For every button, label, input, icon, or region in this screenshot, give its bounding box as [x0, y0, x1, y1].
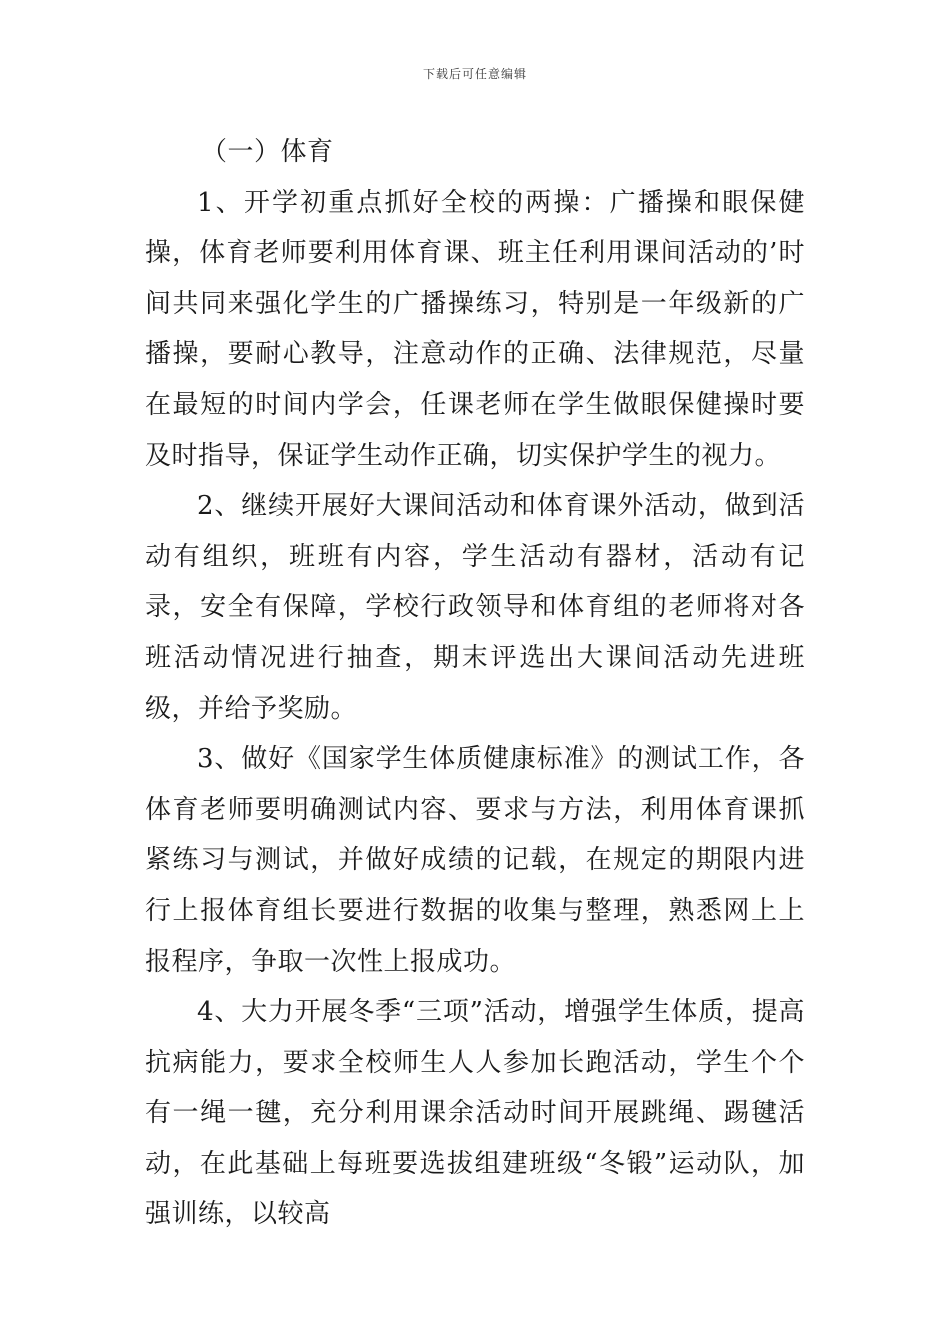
paragraph-1: 1、开学初重点抓好全校的两操：广播操和眼保健操，体育老师要利用体育课、班主任利用课间活动的’时间共同来强化学生的广播操练习，特别是一年级新的广播操，要耐心教导，注意动作的正确、法律规范，尽量在最短的时间内学会，任课老师在学生做眼保健操时要及时指导，保证学生动作正确，切实保护学生的视力。 [145, 187, 805, 471]
paragraph-3: 3、做好《国家学生体质健康标准》的测试工作，各体育老师要明确测试内容、要求与方法，利用体育课抓紧练习与测试，并做好成绩的记载，在规定的期限内进行上报体育组长要进行数据的收集与整理，熟悉网上上报程序，争取一次性上报成功。 [145, 744, 805, 977]
paragraph-2: 2、继续开展好大课间活动和体育课外活动，做到活动有组织，班班有内容，学生活动有器材，活动有记录，安全有保障，学校行政领导和体育组的老师将对各班活动情况进行抽查，期末评选出大课间活动先进班级，并给予奖励。 [145, 491, 805, 724]
page-header-note: 下载后可任意编辑 [422, 67, 527, 81]
paragraph-4: 4、大力开展冬季“三项”活动，增强学生体质，提高抗病能力，要求全校师生人人参加长跑活动，学生个个有一绳一毽，充分利用课余活动时间开展跳绳、踢毽活动，在此基础上每班要选拔组建班级“冬锻”运动队，加强训练，以较高 [145, 997, 805, 1230]
document-body [145, 127, 805, 1240]
section-title: （一）体育 [201, 137, 334, 167]
